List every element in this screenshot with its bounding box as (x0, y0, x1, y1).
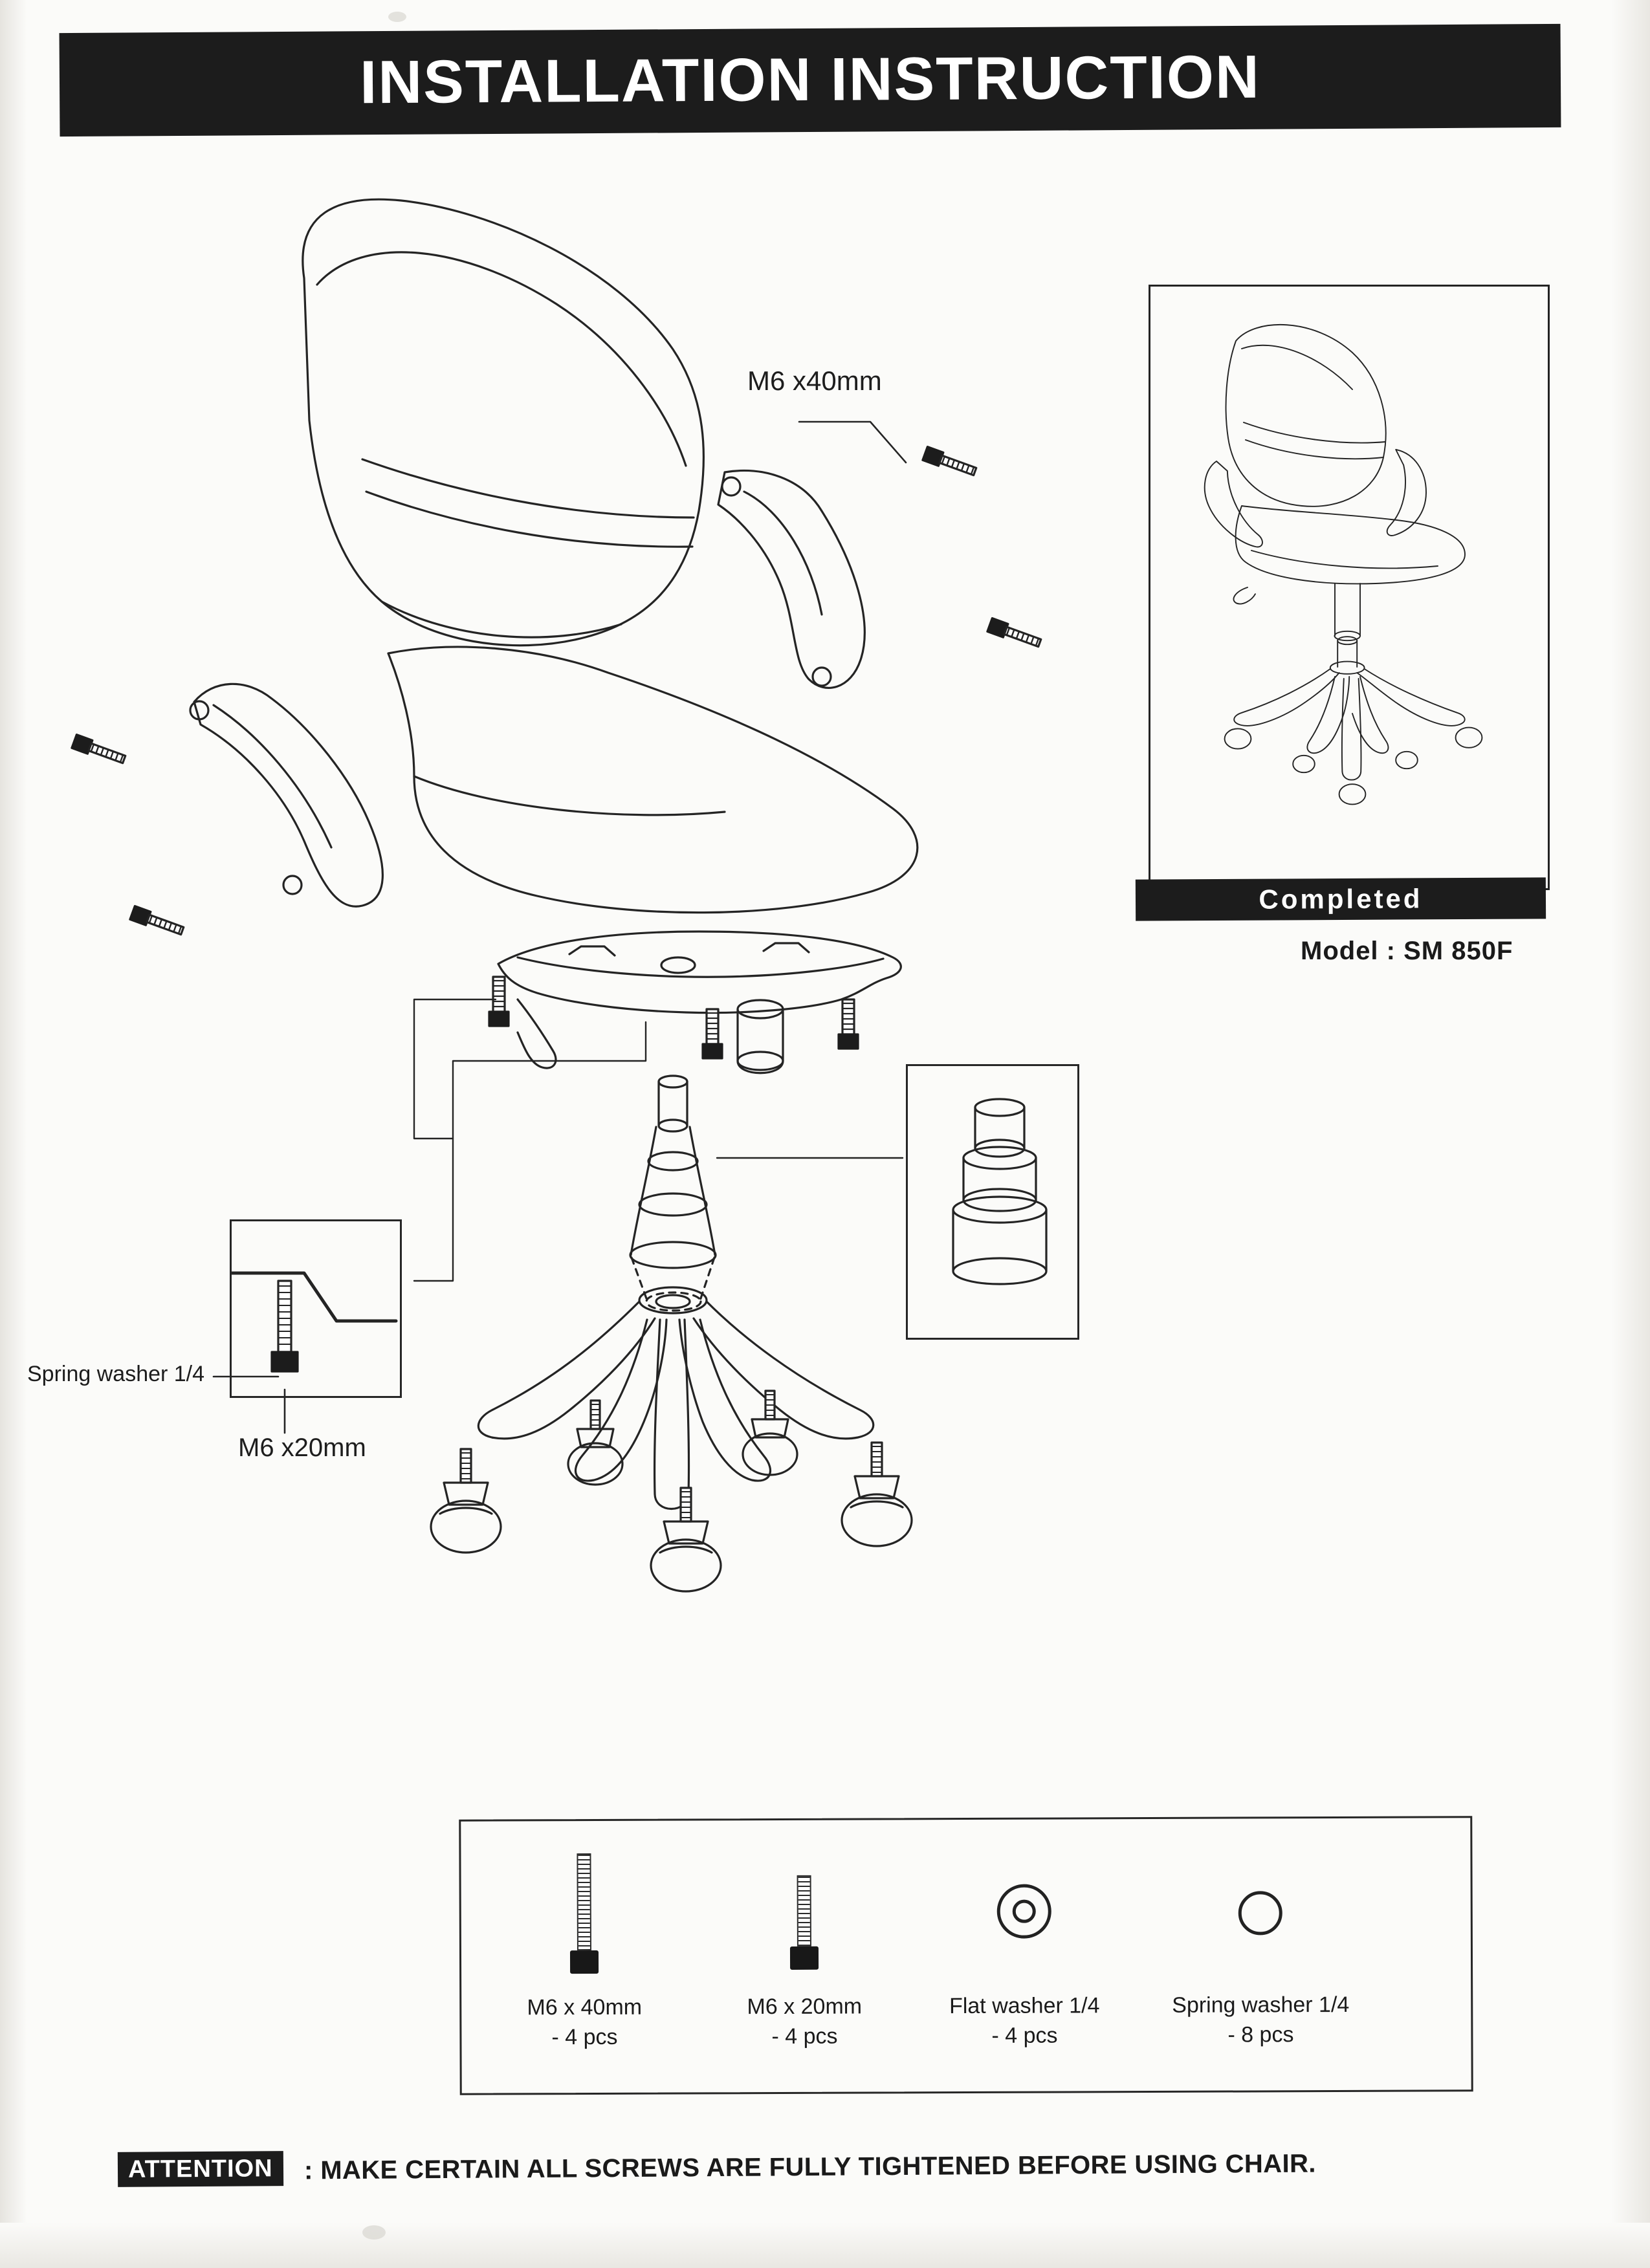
scan-smudge (362, 2225, 386, 2240)
spring-washer-icon (1150, 1838, 1370, 1987)
page-title: INSTALLATION INSTRUCTION (359, 42, 1261, 116)
part-item-spring-washer (1150, 1818, 1370, 2091)
callout-m6x40mm: M6 x40mm (747, 365, 882, 396)
part-label (694, 1991, 914, 2051)
part-item-m6x40 (474, 1820, 694, 2093)
part-name: Flat washer 1/4 (949, 1993, 1100, 2019)
part-item-flat-washer (914, 1819, 1134, 2091)
part-label (474, 1992, 694, 2052)
part-label (1150, 1990, 1370, 2050)
part-name: Spring washer 1/4 (1172, 1992, 1350, 2018)
paper-edge-bottom (0, 2223, 1650, 2268)
flat-washer-icon (914, 1838, 1134, 1988)
attention-badge: ATTENTION (118, 2151, 283, 2187)
completed-label: Completed (1136, 877, 1546, 921)
part-qty: - 4 pcs (991, 2023, 1058, 2048)
part-qty: - 8 pcs (1227, 2022, 1294, 2047)
title-banner (60, 24, 1561, 136)
part-qty: - 4 pcs (551, 2024, 618, 2050)
attention-text: : MAKE CERTAIN ALL SCREWS ARE FULLY TIGHTENED BEFORE USING CHAIR. (303, 2149, 1316, 2185)
screw-long-icon (474, 1840, 694, 1989)
paper-edge-right (1611, 0, 1650, 2268)
callout-spring-washer: Spring washer 1/4 (27, 1362, 205, 1386)
scan-smudge (388, 12, 406, 22)
callout-m6x20mm: M6 x20mm (238, 1434, 366, 1462)
part-name: M6 x 20mm (747, 1994, 863, 2020)
detail-box-spring-washer (230, 1219, 402, 1398)
model-label: Model : SM 850F (1301, 937, 1513, 965)
detail-box-gas-cylinder (906, 1064, 1079, 1340)
completed-chair-panel (1149, 285, 1550, 890)
part-name: M6 x 40mm (527, 1994, 643, 2020)
part-label (914, 1990, 1134, 2051)
parts-list (459, 1816, 1473, 2095)
part-item-m6x20 (694, 1820, 914, 2092)
screw-short-icon (694, 1839, 914, 1989)
paper-edge-left (0, 0, 27, 2268)
part-qty: - 4 pcs (771, 2023, 838, 2049)
